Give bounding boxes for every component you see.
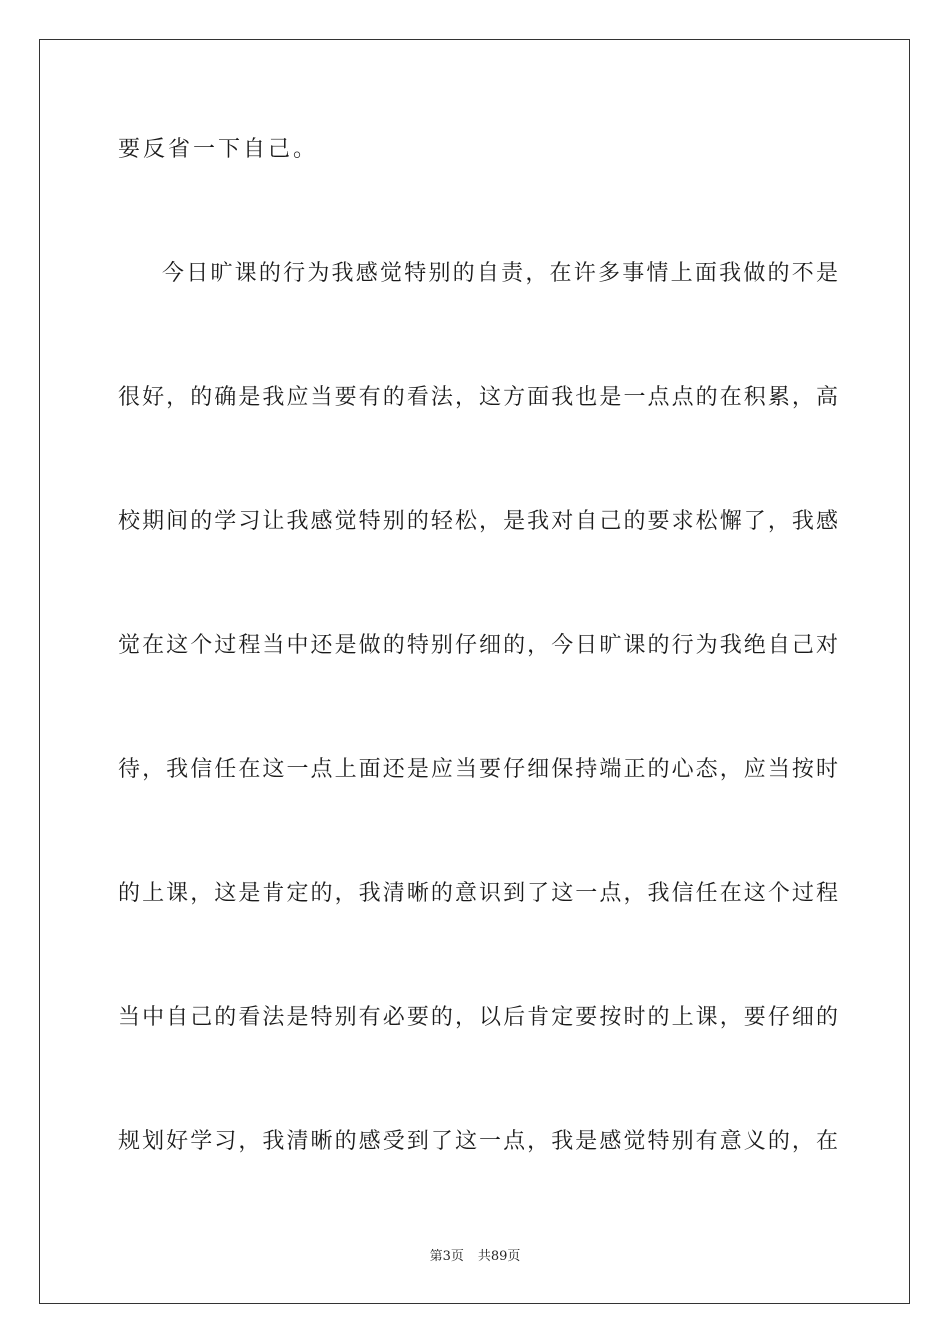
text-line: 的上课，这是肯定的，我清晰的意识到了这一点，我信任在这个过程 xyxy=(118,881,838,906)
page-number: 第3页 xyxy=(429,1249,464,1264)
text-line: 觉在这个过程当中还是做的特别仔细的，今日旷课的行为我绝自己对 xyxy=(118,633,838,658)
text-line: 待，我信任在这一点上面还是应当要仔细保持端正的心态，应当按时 xyxy=(118,757,838,782)
page-footer xyxy=(0,1248,950,1266)
text-line: 当中自己的看法是特别有必要的，以后肯定要按时的上课，要仔细的 xyxy=(118,1005,838,1030)
text-line: 规划好学习，我清晰的感受到了这一点，我是感觉特别有意义的，在 xyxy=(118,1129,838,1154)
page-border xyxy=(39,39,910,1304)
page-total: 共89页 xyxy=(477,1249,521,1264)
text-line: 要反省一下自己。 xyxy=(118,137,319,162)
text-line: 校期间的学习让我感觉特别的轻松，是我对自己的要求松懈了，我感 xyxy=(118,509,838,534)
text-line: 很好，的确是我应当要有的看法，这方面我也是一点点的在积累，高 xyxy=(118,385,838,410)
text-line: 今日旷课的行为我感觉特别的自责，在许多事情上面我做的不是 xyxy=(162,261,838,286)
